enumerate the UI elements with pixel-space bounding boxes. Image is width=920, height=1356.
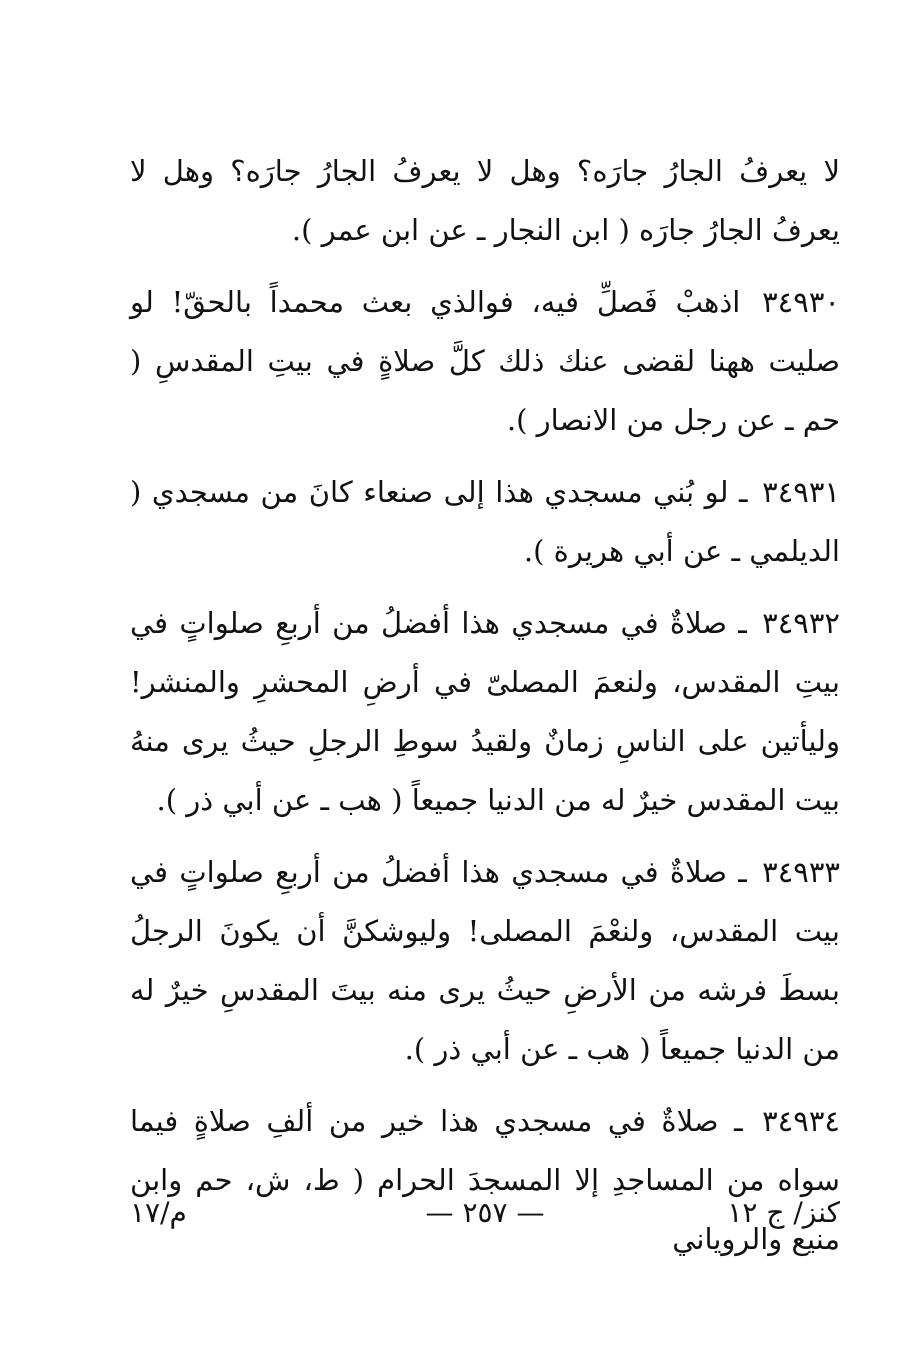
hadith-34933 — [130, 843, 840, 1079]
hadith-number: ٣٤٩٣٢ — [762, 606, 841, 640]
hadith-number: ٣٤٩٣٠ — [762, 285, 840, 319]
hadith-34931 — [130, 463, 840, 581]
page-footer — [130, 1196, 840, 1246]
page-number: — ٢٥٧ — — [425, 1196, 545, 1229]
paragraph-text: ـ لو بُني مسجدي هذا إلى صنعاء كانَ من مسجدي ( الديلمي ـ عن أبي هريرة ). — [130, 475, 840, 568]
hadith-number: ٣٤٩٣٤ — [762, 1104, 840, 1138]
hadith-number: ٣٤٩٣٣ — [762, 855, 841, 889]
paragraph-text: اذهبْ فَصلِّ فيه، فوالذي بعث محمداً بالحقّ! لو صليت ههنا لقضى عنك ذلك كلَّ صلاةٍ في بيتِ المقدسِ ( حم ـ عن رجل من الانصار ). — [130, 285, 840, 437]
body-text — [130, 142, 840, 1269]
paragraph-continuation — [130, 142, 840, 260]
hadith-number: ٣٤٩٣١ — [762, 475, 841, 509]
paragraph-text: ـ صلاةٌ في مسجدي هذا خير من ألفِ صلاةٍ فيما سواه من المساجدِ إلا المسجدَ الحرام ( ط، ش، حم وابن منيع والروياني — [130, 1104, 840, 1256]
paragraph-text: لا يعرفُ الجارُ جارَه؟ وهل لا يعرفُ الجارُ جارَه؟ وهل لا يعرفُ الجارُ جارَه ( ابن النجار ـ عن ابن عمر ). — [130, 154, 840, 247]
signature-volume: كنز/ ج ١٢ — [727, 1196, 840, 1229]
hadith-34932 — [130, 594, 840, 830]
paragraph-text: ـ صلاةٌ في مسجدي هذا أفضلُ من أربعِ صلواتٍ في بيت المقدس، ولنعْمَ المصلى! وليوشكنَّ أن يكونَ الرجلُ بسطَ فرشه من الأرضِ حيثُ يرى منه بيتَ المقدسِ خيرٌ له من الدنيا جميعاً ( هب ـ عن أبي ذر ). — [130, 855, 840, 1066]
hadith-34930 — [130, 273, 840, 450]
paragraph-text: ـ صلاةٌ في مسجدي هذا أفضلُ من أربعِ صلواتٍ في بيتِ المقدس، ولنعمَ المصلىّ في أرضِ المحشرِ والمنشر! وليأتين على الناسِ زمانٌ ولقيدُ سوطِ الرجلِ حيثُ يرى منهُ بيت المقدس خيرٌ له من الدنيا جميعاً ( هب ـ عن أبي ذر ). — [130, 606, 840, 817]
signature-fascicle: م/١٧ — [130, 1196, 187, 1229]
